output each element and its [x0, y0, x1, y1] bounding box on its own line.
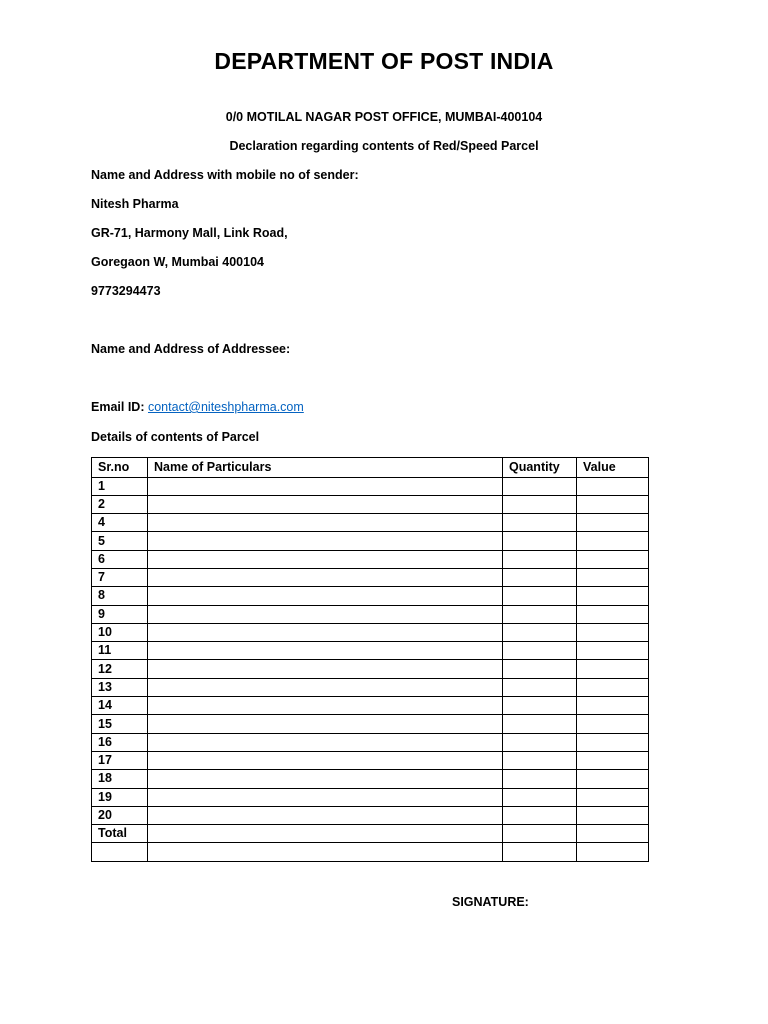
- srno-cell: 16: [92, 733, 148, 751]
- particulars-cell[interactable]: [148, 733, 503, 751]
- table-row: [92, 587, 649, 605]
- particulars-cell[interactable]: [148, 788, 503, 806]
- value-cell[interactable]: [577, 660, 649, 678]
- particulars-cell[interactable]: [148, 697, 503, 715]
- particulars-cell[interactable]: [148, 806, 503, 824]
- table-row: [92, 843, 649, 861]
- srno-cell: 4: [92, 514, 148, 532]
- quantity-cell[interactable]: [503, 678, 577, 696]
- value-cell[interactable]: [577, 770, 649, 788]
- quantity-cell[interactable]: [503, 825, 577, 843]
- srno-cell: 2: [92, 495, 148, 513]
- table-row: [92, 715, 649, 733]
- srno-cell: 14: [92, 697, 148, 715]
- particulars-cell[interactable]: [148, 751, 503, 769]
- addressee-heading: Name and Address of Addressee:: [91, 342, 291, 356]
- value-cell[interactable]: [577, 514, 649, 532]
- value-cell[interactable]: [577, 495, 649, 513]
- post-office-line: 0/0 MOTILAL NAGAR POST OFFICE, MUMBAI-400104: [225, 110, 543, 124]
- particulars-cell[interactable]: [148, 477, 503, 495]
- particulars-cell[interactable]: [148, 623, 503, 641]
- value-cell[interactable]: [577, 532, 649, 550]
- email-link[interactable]: contact@niteshpharma.com: [147, 400, 304, 414]
- value-cell[interactable]: [577, 678, 649, 696]
- particulars-cell[interactable]: [148, 605, 503, 623]
- table-row: [92, 477, 649, 495]
- srno-cell: 13: [92, 678, 148, 696]
- table-header-row: [92, 458, 649, 478]
- column-header-value: Value: [577, 458, 649, 478]
- srno-cell: Total: [92, 825, 148, 843]
- srno-cell: [92, 843, 148, 861]
- quantity-cell[interactable]: [503, 532, 577, 550]
- quantity-cell[interactable]: [503, 697, 577, 715]
- table-row: [92, 605, 649, 623]
- particulars-cell[interactable]: [148, 587, 503, 605]
- value-cell[interactable]: [577, 806, 649, 824]
- quantity-cell[interactable]: [503, 550, 577, 568]
- srno-cell: 10: [92, 623, 148, 641]
- table-row: [92, 495, 649, 513]
- particulars-cell[interactable]: [148, 843, 503, 861]
- particulars-cell[interactable]: [148, 568, 503, 586]
- particulars-cell[interactable]: [148, 514, 503, 532]
- quantity-cell[interactable]: [503, 477, 577, 495]
- table-row: [92, 514, 649, 532]
- quantity-cell[interactable]: [503, 605, 577, 623]
- value-cell[interactable]: [577, 605, 649, 623]
- quantity-cell[interactable]: [503, 495, 577, 513]
- quantity-cell[interactable]: [503, 660, 577, 678]
- table-row: [92, 623, 649, 641]
- srno-cell: 17: [92, 751, 148, 769]
- particulars-cell[interactable]: [148, 678, 503, 696]
- quantity-cell[interactable]: [503, 587, 577, 605]
- srno-cell: 18: [92, 770, 148, 788]
- srno-cell: 1: [92, 477, 148, 495]
- quantity-cell[interactable]: [503, 788, 577, 806]
- column-header-particulars: Name of Particulars: [148, 458, 503, 478]
- table-row: [92, 770, 649, 788]
- srno-cell: 7: [92, 568, 148, 586]
- sender-heading: Name and Address with mobile no of sender:: [91, 168, 359, 182]
- particulars-cell[interactable]: [148, 825, 503, 843]
- particulars-cell[interactable]: [148, 550, 503, 568]
- column-header-srno: Sr.no: [92, 458, 148, 478]
- particulars-cell[interactable]: [148, 660, 503, 678]
- table-row: [92, 697, 649, 715]
- declaration-heading: Declaration regarding contents of Red/Speed Parcel: [229, 139, 539, 153]
- sender-name: Nitesh Pharma: [91, 197, 179, 211]
- value-cell[interactable]: [577, 697, 649, 715]
- value-cell[interactable]: [577, 843, 649, 861]
- table-row: [92, 642, 649, 660]
- quantity-cell[interactable]: [503, 715, 577, 733]
- quantity-cell[interactable]: [503, 568, 577, 586]
- sender-address-line2: Goregaon W, Mumbai 400104: [91, 255, 264, 269]
- particulars-cell[interactable]: [148, 495, 503, 513]
- srno-cell: 20: [92, 806, 148, 824]
- srno-cell: 5: [92, 532, 148, 550]
- value-cell[interactable]: [577, 733, 649, 751]
- quantity-cell[interactable]: [503, 623, 577, 641]
- quantity-cell[interactable]: [503, 751, 577, 769]
- srno-cell: 8: [92, 587, 148, 605]
- table-row: [92, 678, 649, 696]
- value-cell[interactable]: [577, 642, 649, 660]
- email-row: [91, 400, 304, 414]
- signature-label: SIGNATURE:: [452, 895, 529, 909]
- table-row: [92, 825, 649, 843]
- column-header-quantity: Quantity: [503, 458, 577, 478]
- table-row: [92, 788, 649, 806]
- table-row: [92, 568, 649, 586]
- quantity-cell[interactable]: [503, 733, 577, 751]
- particulars-cell[interactable]: [148, 642, 503, 660]
- value-cell[interactable]: [577, 568, 649, 586]
- quantity-cell[interactable]: [503, 843, 577, 861]
- value-cell[interactable]: [577, 623, 649, 641]
- quantity-cell[interactable]: [503, 642, 577, 660]
- srno-cell: 12: [92, 660, 148, 678]
- srno-cell: 6: [92, 550, 148, 568]
- sender-address-line1: GR-71, Harmony Mall, Link Road,: [91, 226, 288, 240]
- table-row: [92, 532, 649, 550]
- sender-mobile: 9773294473: [91, 284, 161, 298]
- value-cell[interactable]: [577, 751, 649, 769]
- email-label: Email ID:: [91, 400, 145, 414]
- srno-cell: 9: [92, 605, 148, 623]
- value-cell[interactable]: [577, 477, 649, 495]
- particulars-cell[interactable]: [148, 715, 503, 733]
- quantity-cell[interactable]: [503, 514, 577, 532]
- contents-table: [91, 457, 649, 862]
- table-row: [92, 660, 649, 678]
- value-cell[interactable]: [577, 788, 649, 806]
- quantity-cell[interactable]: [503, 770, 577, 788]
- particulars-cell[interactable]: [148, 770, 503, 788]
- contents-heading: Details of contents of Parcel: [91, 430, 260, 444]
- page-title: DEPARTMENT OF POST INDIA: [214, 48, 554, 74]
- value-cell[interactable]: [577, 550, 649, 568]
- srno-cell: 15: [92, 715, 148, 733]
- quantity-cell[interactable]: [503, 806, 577, 824]
- value-cell[interactable]: [577, 825, 649, 843]
- value-cell[interactable]: [577, 587, 649, 605]
- table-row: [92, 733, 649, 751]
- srno-cell: 11: [92, 642, 148, 660]
- table-row: [92, 806, 649, 824]
- table-row: [92, 550, 649, 568]
- srno-cell: 19: [92, 788, 148, 806]
- table-row: [92, 751, 649, 769]
- particulars-cell[interactable]: [148, 532, 503, 550]
- value-cell[interactable]: [577, 715, 649, 733]
